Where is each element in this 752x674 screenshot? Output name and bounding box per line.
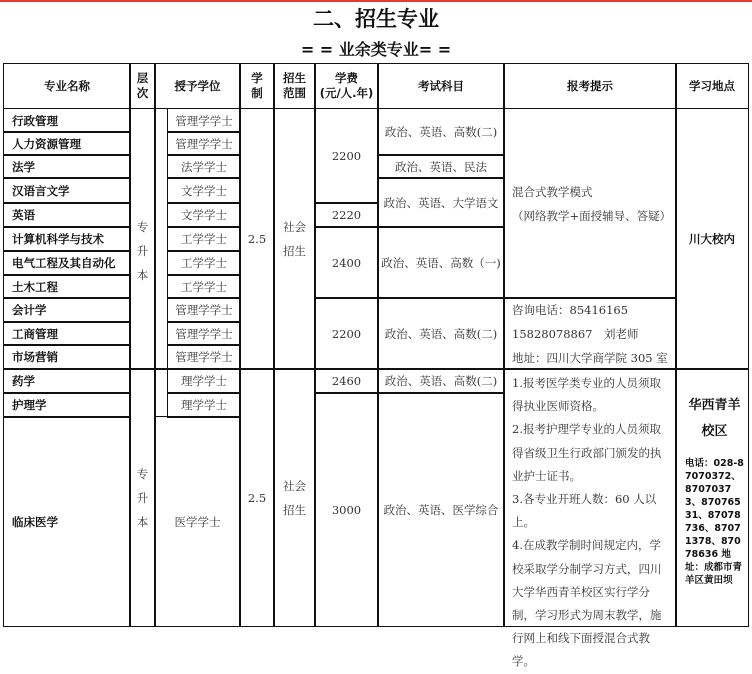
header-level-1: 层 [136, 71, 149, 85]
level-cell: 专 升 本 [129, 368, 156, 627]
header-fee [314, 63, 379, 109]
top-accent-line [0, 0, 752, 2]
location-name-1: 华西青羊 [688, 398, 741, 413]
header-years-1: 学 [251, 71, 263, 85]
tips-cell-contact: 咨询电话：85416165 15828078867 刘老师 地址：四川大学商学院 305 室 [503, 297, 677, 370]
degree-cell: 工学学士 [167, 250, 241, 276]
tips-cell-mode: 混合式教学模式 （网络教学+面授辅导、答疑） [503, 108, 677, 299]
header-fee-1: 学费 [335, 71, 358, 85]
tip-item: 4.在成教学制时间规定内，学校采取学分制学习方式，四川大学华西青羊校区实行学分制，学习形式为周末教学，施行网上和线下面授混合式教学。 [512, 538, 662, 669]
major-cell: 法学 [3, 154, 131, 179]
location-name-2: 校区 [701, 424, 728, 439]
years-cell: 2.5 [239, 108, 275, 370]
degree-cell: 管理学学士 [167, 344, 241, 370]
fee-cell: 2460 [314, 368, 379, 394]
exam-cell: 政治、英语、高数(二) [377, 108, 505, 156]
major-cell: 护理学 [3, 392, 131, 418]
major-cell: 英语 [3, 202, 131, 228]
major-cell: 会计学 [3, 297, 131, 323]
tip-item: 1.报考医学类专业的人员须取得执业医师资格。 [512, 376, 661, 414]
location-contact: 电话：028-87070372、87070373、87076531、87078736、87071378、87078636 地址：成都市青羊区黄田坝 [685, 458, 744, 586]
header-tips: 报考提示 [503, 63, 677, 109]
major-cell: 行政管理 [3, 108, 131, 133]
degree-cell: 医学学士 [154, 416, 241, 627]
years-cell: 2.5 [239, 368, 275, 627]
header-years-2: 制 [251, 86, 263, 100]
major-cell: 计算机科学与技术 [3, 226, 131, 252]
major-cell: 工商管理 [3, 321, 131, 346]
location-cell: 川大校内 [675, 108, 749, 370]
major-cell: 药学 [3, 368, 131, 394]
header-major: 专业名称 [3, 63, 131, 109]
major-cell: 电气工程及其自动化 [3, 250, 131, 276]
fee-cell: 2220 [314, 202, 379, 228]
tips-cell-medical [503, 368, 677, 669]
degree-cell: 工学学士 [167, 274, 241, 299]
header-scope [273, 63, 316, 109]
major-cell: 汉语言文学 [3, 177, 131, 204]
tip-item: 2.报考护理学专业的人员须取得省级卫生行政部门颁发的执业护士证书。 [512, 422, 662, 483]
exam-cell: 政治、英语、高数(二) [377, 297, 505, 370]
major-cell: 市场营销 [3, 344, 131, 370]
level-cell: 专 升 本 [129, 108, 156, 370]
exam-cell: 政治、英语、大学语文 [377, 177, 505, 228]
degree-cell: 管理学学士 [167, 131, 241, 156]
header-scope-1: 招生 [283, 71, 306, 85]
exam-cell: 政治、英语、医学综合 [377, 392, 505, 627]
exam-cell: 政治、英语、高数(二) [377, 368, 505, 394]
degree-cell: 管理学学士 [167, 321, 241, 346]
section-subtitle: = = 业余类专业= = [300, 40, 452, 59]
degree-cell: 管理学学士 [167, 297, 241, 323]
header-exam: 考试科目 [377, 63, 505, 109]
degree-cell: 工学学士 [167, 226, 241, 252]
header-location: 学习地点 [675, 63, 749, 109]
scope-cell: 社会 招生 [273, 108, 316, 370]
fee-cell: 2200 [314, 297, 379, 370]
header-level [129, 63, 156, 109]
header-level-2: 次 [136, 86, 149, 100]
major-cell: 人力资源管理 [3, 131, 131, 156]
header-degree: 授予学位 [154, 63, 241, 109]
degree-cell: 理学学士 [167, 368, 241, 394]
degree-cell: 管理学学士 [167, 108, 241, 133]
header-years [239, 63, 275, 109]
exam-cell: 政治、英语、高数（一) [377, 226, 505, 299]
exam-cell: 政治、英语、民法 [377, 154, 505, 179]
page-title: 二、招生专业 [313, 7, 439, 31]
degree-cell: 法学学士 [167, 154, 241, 179]
major-cell: 临床医学 [3, 416, 131, 627]
tip-item: 3.各专业开班人数：60 人以上。 [512, 492, 657, 530]
header-scope-2: 范围 [283, 86, 306, 100]
fee-cell: 3000 [314, 392, 379, 627]
degree-cell: 理学学士 [167, 392, 241, 418]
scope-cell: 社会 招生 [273, 368, 316, 627]
fee-cell: 2200 [314, 108, 379, 204]
location-cell [675, 368, 749, 627]
degree-cell: 文学学士 [167, 177, 241, 204]
fee-cell: 2400 [314, 226, 379, 299]
degree-cell: 文学学士 [167, 202, 241, 228]
major-cell: 土木工程 [3, 274, 131, 299]
header-fee-2: (元/人.年) [319, 86, 374, 100]
